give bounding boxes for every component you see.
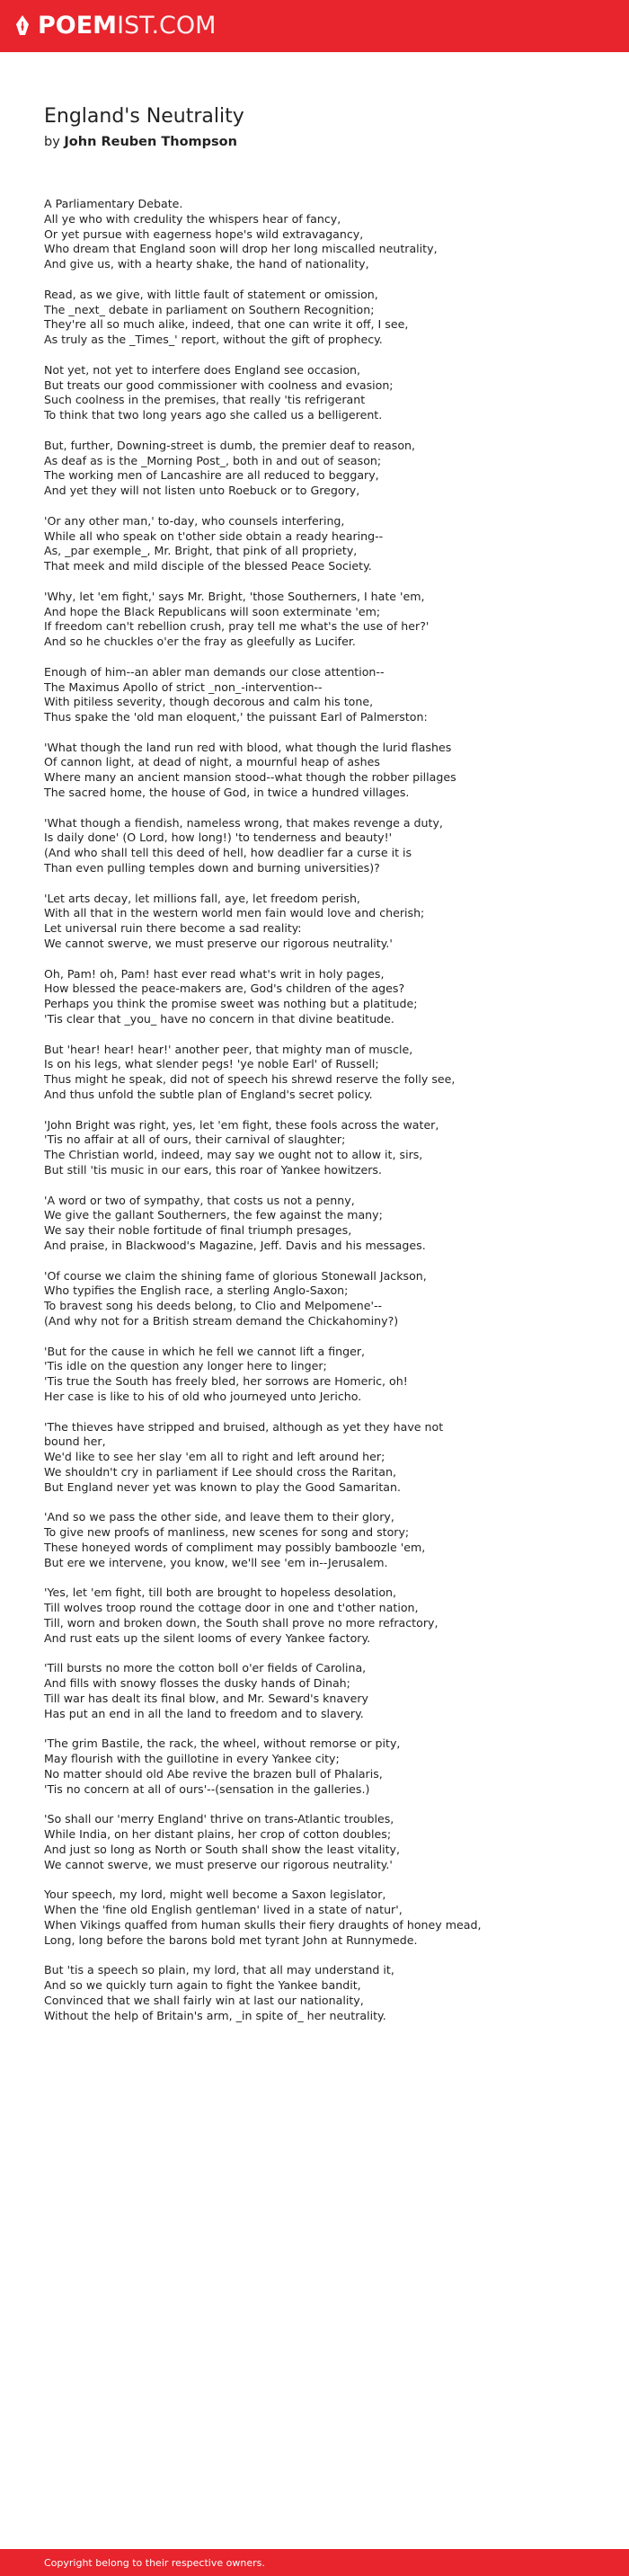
poem-line: And fills with snowy flosses the dusky hands of Dinah; bbox=[44, 1676, 350, 1691]
poem-line: 'Yes, let 'em fight, till both are brought to hopeless desolation, bbox=[44, 1586, 397, 1600]
stanza bbox=[44, 816, 592, 876]
stanza bbox=[44, 741, 592, 801]
poem-line: But England never yet was known to play the Good Samaritan. bbox=[44, 1479, 401, 1494]
site-logo[interactable] bbox=[15, 13, 216, 40]
poem-line: Till wolves troop round the cottage door in one and t'other nation, bbox=[44, 1601, 419, 1615]
poem-line: (And why not for a British stream demand the Chickahominy?) bbox=[44, 1313, 399, 1328]
poem-line: 'Let arts decay, let millions fall, aye, let freedom perish, bbox=[44, 891, 360, 905]
stanza bbox=[44, 439, 592, 499]
poem-line: When the 'fine old English gentleman' lived in a state of natur', bbox=[44, 1903, 403, 1917]
poem-line: The Christian world, indeed, may say we ought not to allow it, sirs, bbox=[44, 1148, 423, 1162]
stanza bbox=[44, 288, 592, 348]
poem-line: A Parliamentary Debate. bbox=[44, 197, 183, 210]
site-footer bbox=[0, 2549, 629, 2576]
poem-line: Long, long before the barons bold met tyrant John at Runnymede. bbox=[44, 1932, 418, 1947]
poem-line: But still 'tis music in our ears, this roar of Yankee howitzers. bbox=[44, 1163, 382, 1177]
author-link[interactable]: John Reuben Thompson bbox=[64, 135, 237, 149]
stanza bbox=[44, 1737, 592, 1797]
poem-line: These honeyed words of compliment may possibly bamboozle 'em, bbox=[44, 1540, 426, 1554]
poem-line: 'But for the cause in which he fell we cannot lift a finger, bbox=[44, 1344, 366, 1358]
poem-line: 'The thieves have stripped and bruised, although as yet they have not bbox=[44, 1419, 444, 1434]
poem-line: While India, on her distant plains, her crop of cotton doubles; bbox=[44, 1827, 392, 1842]
poem-line: 'Or any other man,' to-day, who counsels interfering, bbox=[44, 513, 345, 528]
stanza bbox=[44, 967, 592, 1027]
stanza bbox=[44, 1586, 592, 1646]
poem-line: We cannot swerve, we must preserve our rigorous neutrality.' bbox=[44, 937, 393, 951]
poem-line: And give us, with a hearty shake, the hand of nationality, bbox=[44, 257, 369, 271]
poem-line: Let universal ruin there become a sad reality: bbox=[44, 921, 302, 936]
poem-line: Such coolness in the premises, that really 'tis refrigerant bbox=[44, 393, 366, 407]
poem-line: Is daily done' (O Lord, how long!) 'to tenderness and beauty!' bbox=[44, 831, 393, 845]
poem-line: Convinced that we shall fairly win at last our nationality, bbox=[44, 1993, 364, 2007]
poem-line: 'Why, let 'em fight,' says Mr. Bright, 'those Southerners, I hate 'em, bbox=[44, 589, 425, 603]
poem-line: 'Tis clear that _you_ have no concern in that divine beatitude. bbox=[44, 1012, 394, 1026]
poem-line: And so he chuckles o'er the fray as gleefully as Lucifer. bbox=[44, 635, 356, 649]
poem-line: But, further, Downing-street is dumb, the premier deaf to reason, bbox=[44, 438, 416, 452]
stanza bbox=[44, 197, 592, 272]
poem-line: 'John Bright was right, yes, let 'em fight, these fools across the water, bbox=[44, 1117, 439, 1132]
site-header bbox=[0, 0, 629, 52]
stanza bbox=[44, 1888, 592, 1948]
poem-line: 'Tis no concern at all of ours'--(sensation in the galleries.) bbox=[44, 1781, 370, 1796]
poem-line: Has put an end in all the land to freedom and to slavery. bbox=[44, 1706, 364, 1720]
poem-line: 'And so we pass the other side, and leave them to their glory, bbox=[44, 1510, 394, 1524]
stanza bbox=[44, 1812, 592, 1872]
stanza bbox=[44, 363, 592, 423]
poem-line: Where many an ancient mansion stood--what though the robber pillages bbox=[44, 770, 456, 785]
stanza bbox=[44, 514, 592, 574]
poem-line: 'What though a fiendish, nameless wrong, that makes revenge a duty, bbox=[44, 815, 443, 830]
poem-line: bound her, bbox=[44, 1435, 106, 1449]
fountain-pen-nib-icon bbox=[15, 15, 30, 37]
byline-prefix: by bbox=[44, 135, 60, 149]
logo-text bbox=[38, 13, 216, 40]
stanza bbox=[44, 1043, 592, 1103]
poem-line: But treats our good commissioner with coolness and evasion; bbox=[44, 378, 394, 392]
poem-line: Is on his legs, what slender pegs! 'ye noble Earl' of Russell; bbox=[44, 1057, 379, 1071]
stanza bbox=[44, 892, 592, 952]
poem-line: And just so long as North or South shall show the least vitality, bbox=[44, 1842, 400, 1856]
poem-line: All ye who with credulity the whispers hear of fancy, bbox=[44, 211, 341, 226]
stanza bbox=[44, 1194, 592, 1254]
poem-line: The sacred home, the house of God, in twice a hundred villages. bbox=[44, 786, 410, 800]
stanza bbox=[44, 1510, 592, 1570]
poem-line: Her case is like to his of old who journeyed unto Jericho. bbox=[44, 1389, 362, 1403]
poem-line: 'The grim Bastile, the rack, the wheel, without remorse or pity, bbox=[44, 1737, 401, 1751]
logo-text-strong: POEM bbox=[38, 12, 118, 40]
logo-text-light: IST.COM bbox=[117, 12, 217, 40]
poem-line: We say their noble fortitude of final triumph presages, bbox=[44, 1223, 352, 1238]
poem-line: Than even pulling temples down and burning universities)? bbox=[44, 861, 380, 875]
poem-line: 'Tis idle on the question any longer here to linger; bbox=[44, 1359, 327, 1373]
poem-line: But 'tis a speech so plain, my lord, that all may understand it, bbox=[44, 1963, 394, 1977]
poem-line: Oh, Pam! oh, Pam! hast ever read what's writ in holy pages, bbox=[44, 966, 385, 981]
stanza bbox=[44, 1345, 592, 1405]
poem-line: May flourish with the guillotine in every Yankee city; bbox=[44, 1752, 340, 1766]
poem-line: To think that two long years ago she called us a belligerent. bbox=[44, 408, 383, 422]
poem-line: Thus spake the 'old man eloquent,' the puissant Earl of Palmerston: bbox=[44, 710, 428, 724]
poem-line: With all that in the western world men fain would love and cherish; bbox=[44, 906, 425, 920]
poem-line: And rust eats up the silent looms of every Yankee factory. bbox=[44, 1630, 371, 1645]
stanza bbox=[44, 665, 592, 725]
poem-line: The Maximus Apollo of strict _non_-intervention-- bbox=[44, 680, 323, 694]
poem-line: If freedom can't rebellion crush, pray tell me what's the use of her?' bbox=[44, 619, 430, 634]
poem-line: And thus unfold the subtle plan of England's secret policy. bbox=[44, 1088, 373, 1102]
poem-line: With pitiless severity, though decorous and calm his tone, bbox=[44, 695, 374, 709]
poem-line: To bravest song his deeds belong, to Clio and Melpomene'-- bbox=[44, 1299, 383, 1313]
poem-line: Of cannon light, at dead of night, a mournful heap of ashes bbox=[44, 755, 380, 769]
poem-line: But ere we intervene, you know, we'll see 'em in--Jerusalem. bbox=[44, 1555, 388, 1569]
poem-line: No matter should old Abe revive the brazen bull of Phalaris, bbox=[44, 1766, 383, 1781]
poem-line: We shouldn't cry in parliament if Lee should cross the Raritan, bbox=[44, 1464, 396, 1479]
poem-title: England's Neutrality bbox=[44, 105, 244, 128]
poem-line: Without the help of Britain's arm, _in spite of_ her neutrality. bbox=[44, 2008, 386, 2022]
poem-line: As deaf as is the _Morning Post_, both in and out of season; bbox=[44, 453, 382, 467]
poem-line: Till, worn and broken down, the South shall prove no more refractory, bbox=[44, 1615, 439, 1630]
poem-line: As truly as the _Times_' report, without the gift of prophecy. bbox=[44, 333, 383, 347]
poem-line: The working men of Lancashire are all reduced to beggary, bbox=[44, 468, 379, 483]
poem-line: Perhaps you think the promise sweet was nothing but a platitude; bbox=[44, 997, 418, 1011]
poem-line: They're all so much alike, indeed, that one can write it off, I see, bbox=[44, 317, 409, 332]
stanza bbox=[44, 1118, 592, 1178]
poem-line: Or yet pursue with eagerness hope's wild extravagancy, bbox=[44, 227, 364, 241]
poem-line: The _next_ debate in parliament on Southern Recognition; bbox=[44, 302, 375, 316]
poem-line: Till war has dealt its final blow, and Mr. Seward's knavery bbox=[44, 1691, 368, 1705]
poem-line: And hope the Black Republicans will soon exterminate 'em; bbox=[44, 604, 381, 618]
stanza bbox=[44, 1420, 592, 1496]
poem-line: We give the gallant Southerners, the few against the many; bbox=[44, 1208, 383, 1222]
poem-line: To give new proofs of manliness, new scenes for song and story; bbox=[44, 1525, 410, 1540]
poem-line: Not yet, not yet to interfere does England see occasion, bbox=[44, 362, 361, 377]
poem-line: But 'hear! hear! hear!' another peer, that mighty man of muscle, bbox=[44, 1042, 413, 1056]
poem-line: 'Tis no affair at all of ours, their carnival of slaughter; bbox=[44, 1133, 346, 1147]
poem-line: 'Of course we claim the shining fame of glorious Stonewall Jackson, bbox=[44, 1268, 427, 1283]
stanza bbox=[44, 590, 592, 650]
poem-body bbox=[44, 197, 592, 2039]
poem-line: As, _par exemple_, Mr. Bright, that pink of all propriety, bbox=[44, 544, 358, 558]
poem-line: We'd like to see her slay 'em all to right and left around her; bbox=[44, 1450, 385, 1464]
poem-line: 'Tis true the South has freely bled, her sorrows are Homeric, oh! bbox=[44, 1374, 408, 1389]
poem-line: Read, as we give, with little fault of statement or omission, bbox=[44, 287, 378, 301]
poem-line: We cannot swerve, we must preserve our rigorous neutrality.' bbox=[44, 1857, 393, 1871]
poem-line: Thus might he speak, did not of speech his shrewd reserve the folly see, bbox=[44, 1072, 456, 1087]
poem-line: That meek and mild disciple of the blessed Peace Society. bbox=[44, 559, 372, 573]
byline bbox=[44, 133, 237, 151]
poem-line: (And who shall tell this deed of hell, how deadlier far a curse it is bbox=[44, 846, 412, 860]
stanza bbox=[44, 1963, 592, 2023]
poem-line: Enough of him--an abler man demands our close attention-- bbox=[44, 664, 385, 679]
poem-line: Who dream that England soon will drop her long miscalled neutrality, bbox=[44, 242, 438, 256]
copyright-text: Copyright belong to their respective owners. bbox=[44, 2557, 265, 2569]
poem-line: Your speech, my lord, might well become a Saxon legislator, bbox=[44, 1888, 386, 1902]
poem-line: 'So shall our 'merry England' thrive on trans-Atlantic troubles, bbox=[44, 1812, 394, 1826]
stanza bbox=[44, 1661, 592, 1721]
poem-line: And yet they will not listen unto Roebuck or to Gregory, bbox=[44, 484, 360, 498]
poem-line: While all who speak on t'other side obtain a ready hearing-- bbox=[44, 529, 384, 543]
poem-line: 'A word or two of sympathy, that costs us not a penny, bbox=[44, 1193, 355, 1207]
poem-line: 'Till bursts no more the cotton boll o'er fields of Carolina, bbox=[44, 1661, 367, 1675]
poem-line: Who typifies the English race, a sterling Anglo-Saxon; bbox=[44, 1284, 349, 1298]
poem-line: 'What though the land run red with blood, what though the lurid flashes bbox=[44, 740, 452, 754]
poem-line: And so we quickly turn again to fight the Yankee bandit, bbox=[44, 1978, 361, 1993]
stanza bbox=[44, 1269, 592, 1329]
poem-line: And praise, in Blackwood's Magazine, Jeff. Davis and his messages. bbox=[44, 1238, 426, 1252]
poem-line: How blessed the peace-makers are, God's children of the ages? bbox=[44, 982, 405, 996]
poem-line: When Vikings quaffed from human skulls their fiery draughts of honey mead, bbox=[44, 1917, 482, 1932]
